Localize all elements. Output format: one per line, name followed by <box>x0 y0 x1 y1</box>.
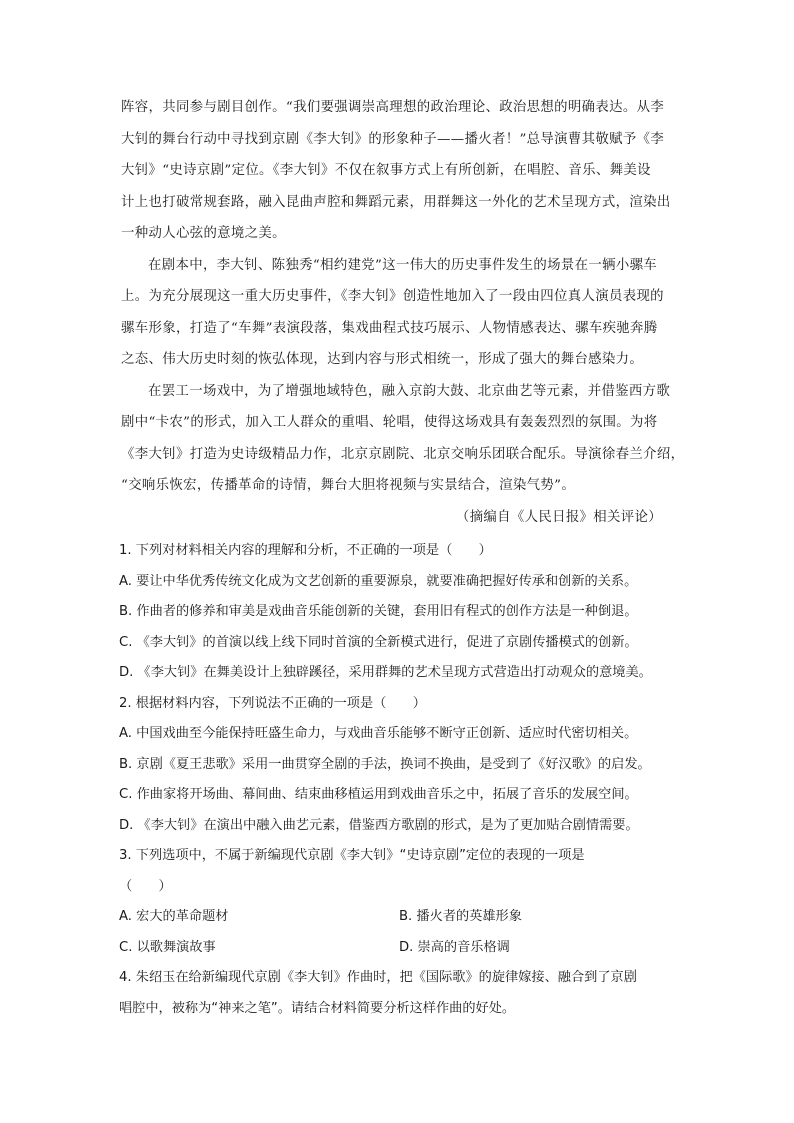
reading-passage <box>121 92 685 533</box>
question-3-option-a: A. 宏大的革命题材 <box>119 909 229 924</box>
question-2-stem: 2. 根据材料内容，下列说法不正确的一项是（ ） <box>119 695 426 711</box>
passage-line: 大钊》“史诗京剧”定位。《李大钊》不仅在叙事方式上有所创新，在唱腔、音乐、舞美设 <box>121 163 651 178</box>
question-1-option-c: C. 《李大钊》的首演以线上线下同时首演的全新模式进行，促进了京剧传播模式的创新。 <box>119 634 638 650</box>
passage-line: 《李大钊》打造为史诗级精品力作，北京京剧院、北京交响乐团联合配乐。导演徐春兰介绍， <box>121 446 685 462</box>
passage-line: 骡车形象，打造了“车舞”表演段落，集戏曲程式技巧展示、人物情感表达、骡车疾驰奔腾 <box>121 320 658 336</box>
question-4-line: 唱腔中，被称为“神来之笔”。请结合材料简要分析这样作曲的好处。 <box>119 1000 516 1016</box>
question-2-option-c: C. 作曲家将开场曲、幕间曲、结束曲移植运用到戏曲音乐之中，拓展了音乐的发展空间。 <box>119 787 638 802</box>
passage-line: 大钊的舞台行动中寻找到京剧《李大钊》的形象种子——播火者！”总导演曹其敬赋予《李 <box>121 131 665 147</box>
question-2-option-d: D. 《李大钊》在演出中融入曲艺元素，借鉴西方歌剧的形式，是为了更加贴合剧情需要。 <box>119 817 639 833</box>
passage-line: 阵容，共同参与剧目创作。“我们要强调崇高理想的政治理论、政治思想的明确表达。从李 <box>121 100 665 115</box>
question-4-line: 4. 朱绍玉在给新编现代京剧《李大钊》作曲时，把《国际歌》的旋律嫁接、融合到了京剧 <box>119 970 637 985</box>
question-2-option-a: A. 中国戏曲至今能保持旺盛生命力，与戏曲音乐能够不断守正创新、适应时代密切相关。 <box>119 726 638 741</box>
passage-line: 剧中“卡农”的形式，加入工人群众的重唱、轮唱，使得这场戏具有轰轰烈烈的氛围。为将 <box>121 415 658 430</box>
question-1-option-a: A. 要让中华优秀传统文化成为文艺创新的重要源泉，就要准确把握好传承和创新的关系。 <box>119 573 638 589</box>
passage-line: 在罢工一场戏中，为了增强地域特色，融入京韵大鼓、北京曲艺等元素，并借鉴西方歌 <box>148 383 671 399</box>
question-3-option-d: D. 崇高的音乐格调 <box>399 939 510 955</box>
question-3-option-b: B. 播火者的英雄形象 <box>399 909 522 924</box>
passage-source: （摘编自《人民日报》相关评论） <box>455 509 662 525</box>
passage-line: 一种动人心弦的意境之美。 <box>121 226 286 241</box>
passage-line: 在剧本中，李大钊、陈独秀“相约建党”这一伟大的历史事件发生的场景在一辆小骡车 <box>148 257 658 273</box>
passage-line: “交响乐恢宏，传播革命的诗情，舞台大胆将视频与实景结合，渲染气势”。 <box>121 478 576 493</box>
passage-line: 计上也打破常规套路，融入昆曲声腔和舞蹈元素，用群舞这一外化的艺术呈现方式，渲染出 <box>121 194 671 210</box>
question-3-option-c: C. 以歌舞演故事 <box>119 939 216 955</box>
question-3-stem: 3. 下列选项中，不属于新编现代京剧《李大钊》“史诗京剧”定位的表现的一项是 <box>119 848 585 863</box>
question-1-stem: 1. 下列对材料相关内容的理解和分析，不正确的一项是（ ） <box>119 543 492 558</box>
question-2-option-b: B. 京剧《夏王悲歌》采用一曲贯穿全剧的手法，换词不换曲，是受到了《好汉歌》的启发。 <box>119 756 651 772</box>
question-1-option-b: B. 作曲者的修养和审美是戏曲音乐能创新的关键，套用旧有程式的创作方法是一种倒退。 <box>119 604 638 619</box>
passage-line: 之态、伟大历史时刻的恢弘体现，达到内容与形式相统一，形成了强大的舞台感染力。 <box>121 352 644 367</box>
question-3-options-row <box>119 933 679 964</box>
question-1-option-d: D. 《李大钊》在舞美设计上独辟蹊径，采用群舞的艺术呈现方式营造出打动观众的意境美。 <box>119 665 652 680</box>
question-3-options-row <box>119 902 679 933</box>
questions-section <box>119 536 679 1024</box>
question-3-answer-paren: （ ） <box>119 878 172 894</box>
passage-line: 上。为充分展现这一重大历史事件，《李大钊》创造性地加入了一段由四位真人演员表现的 <box>121 289 664 304</box>
